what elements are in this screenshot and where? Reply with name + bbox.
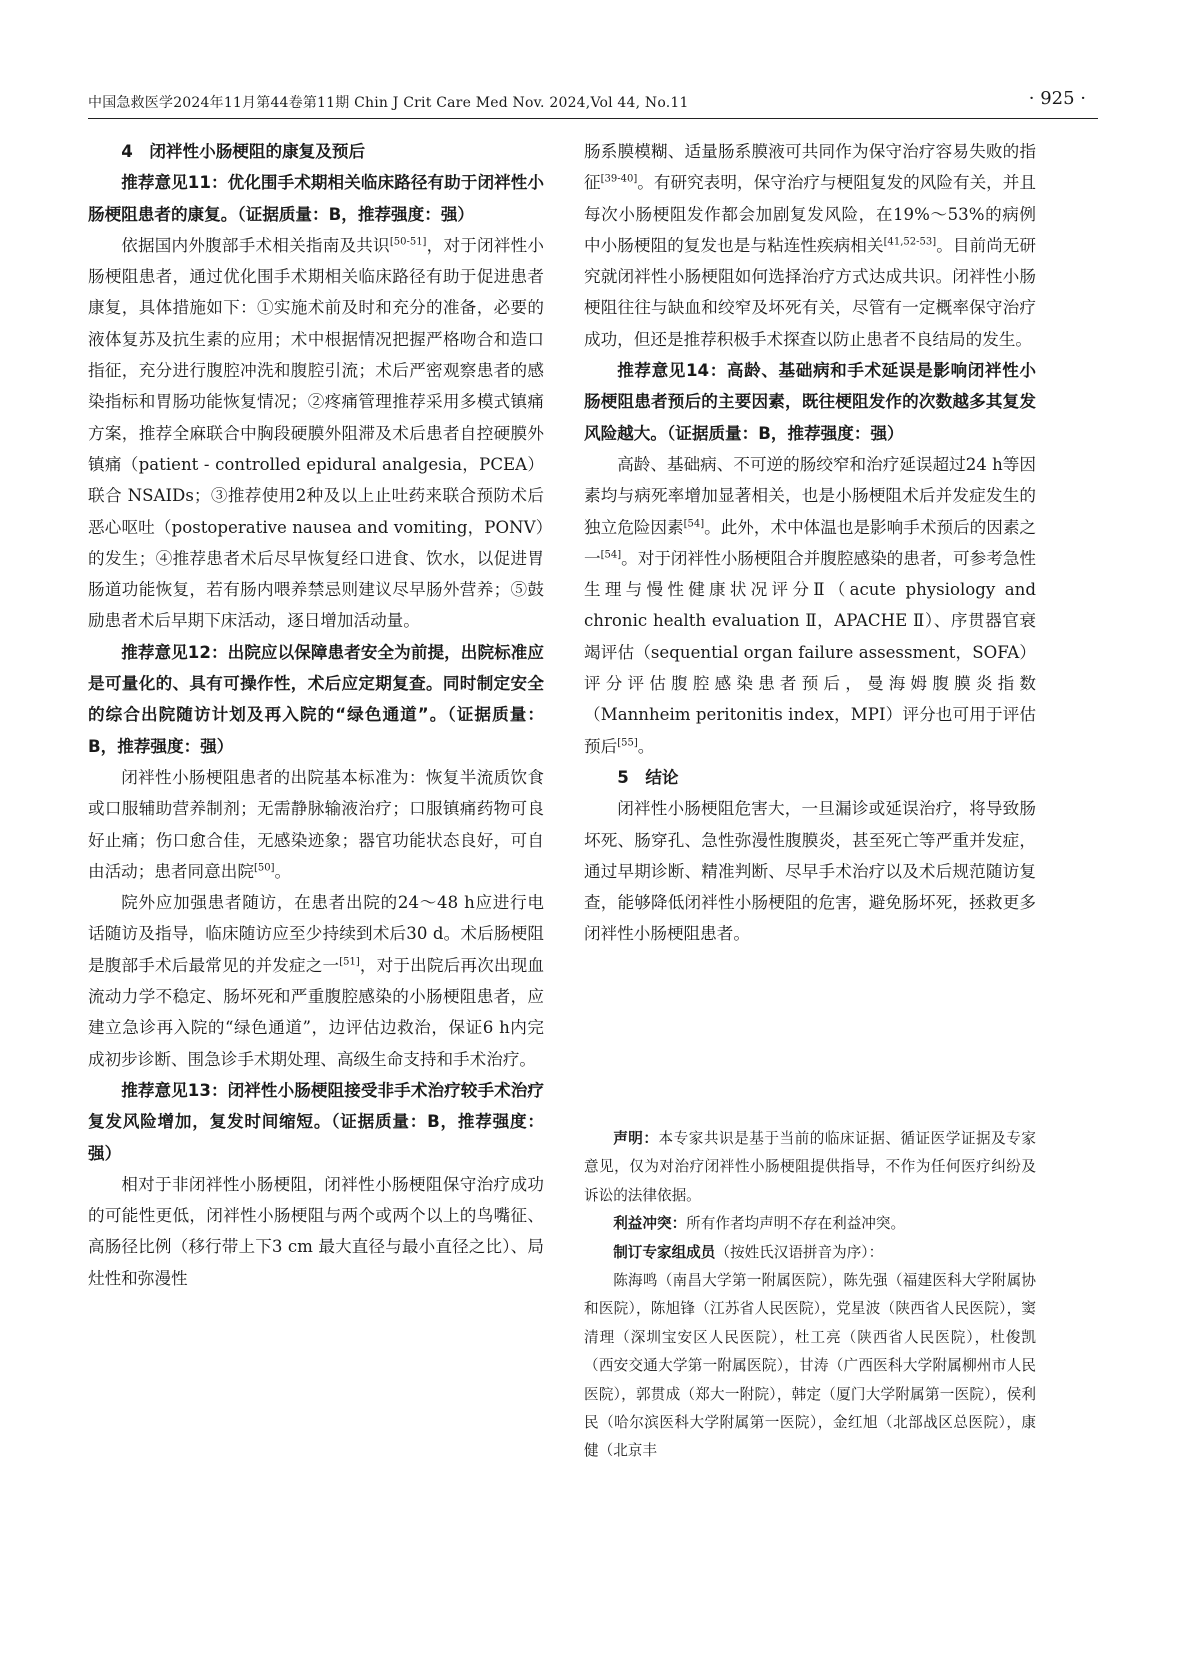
paragraph: 高龄、基础病、不可逆的肠绞窄和治疗延误超过24 h等因素均与病死率增加显著相关，也是小肠梗阻术后并发症发生的独立危险因素[54]。此外，术中体温也是影响手术预后的因素之一[54]。对于闭袢性小肠梗阻合并腹腔感染的患者，可参考急性生理与慢性健康状况评分Ⅱ（acute physiology and chronic health evaluation Ⅱ，APACHE Ⅱ）、序贯器官衰竭评估（sequential organ failure assessment，SOFA）评分评估腹腔感染患者预后，曼海姆腹膜炎指数（Mannheim peritonitis index，MPI）评分也可用于评估预后[55]。 <box>584 454 1037 756</box>
paragraph: 肠系膜模糊、适量肠系膜液可共同作为保守治疗容易失败的指征[39-40]。有研究表明，保守治疗与梗阻复发的风险有关，并且每次小肠梗阻发作都会加剧复发风险，在19%～53%的病例中小肠梗阻的复发也是与粘连性疾病相关[41,52-53]。目前尚无研究就闭袢性小肠梗阻如何选择治疗方式达成共识。闭袢性小肠梗阻往往与缺血和绞窄及坏死有关，尽管有一定概率保守治疗成功，但还是推荐积极手术探查以防止患者不良结局的发生。 <box>584 142 1037 349</box>
right-column <box>584 136 1036 950</box>
statement: 声明：本专家共识是基于当前的临床证据、循证医学证据及专家意见，仅为对治疗闭袢性小肠梗阻提供指导，不作为任何医疗纠纷及诉讼的法律依据。 <box>584 1130 1036 1204</box>
recommendation-13: 推荐意见13：闭袢性小肠梗阻接受非手术治疗较手术治疗复发风险增加，复发时间缩短。（证据质量：B，推荐强度：强） <box>88 1080 544 1163</box>
citation[interactable]: [50] <box>253 862 275 874</box>
expert-list: 陈海鸣（南昌大学第一附属医院），陈先强（福建医科大学附属协和医院），陈旭锋（江苏省人民医院），党星波（陕西省人民医院），窦清理（深圳宝安区人民医院），杜工亮（陕西省人民医院），杜俊凯（西安交通大学第一附属医院），甘涛（广西医科大学附属柳州市人民医院），郭贯成（郑大一附院），韩定（厦门大学附属第一医院），侯利民（哈尔滨医科大学附属第一医院），金红旭（北部战区总医院），康健（北京丰 <box>584 1272 1036 1460</box>
citation[interactable]: [39-40] <box>600 173 638 185</box>
journal-citation: 中国急救医学2024年11月第44卷第11期 Chin J Crit Care Med Nov. 2024,Vol 44, No.11 <box>88 95 689 111</box>
running-header <box>88 88 1098 119</box>
expert-group-heading: 制订专家组成员（按姓氏汉语拼音为序）： <box>613 1243 884 1261</box>
citation[interactable]: [41,52-53] <box>883 236 937 248</box>
citation[interactable]: [54] <box>683 518 705 530</box>
page-number: · 925 · <box>1028 88 1086 109</box>
citation[interactable]: [55] <box>617 737 638 749</box>
section-heading-4: 4 闭袢性小肠梗阻的康复及预后 <box>121 142 366 161</box>
conflict-of-interest: 利益冲突：所有作者均声明不存在利益冲突。 <box>613 1215 906 1233</box>
paragraph: 闭袢性小肠梗阻危害大，一旦漏诊或延误治疗，将导致肠坏死、肠穿孔、急性弥漫性腹膜炎，甚至死亡等严重并发症，通过早期诊断、精准判断、尽早手术治疗以及术后规范随访复查，能够降低闭袢性小肠梗阻的危害，避免肠坏死，拯救更多闭袢性小肠梗阻患者。 <box>584 799 1036 944</box>
citation[interactable]: [51] <box>339 956 360 968</box>
citation[interactable]: [50-51] <box>389 236 427 248</box>
left-column <box>88 136 544 1294</box>
section-heading-5: 5 结论 <box>617 767 679 787</box>
recommendation-11: 推荐意见11：优化围手术期相关临床路径有助于闭袢性小肠梗阻患者的康复。（证据质量：B，推荐强度：强） <box>88 173 544 224</box>
paragraph: 依据国内外腹部手术相关指南及共识[50-51]，对于闭袢性小肠梗阻患者，通过优化围手术期相关临床路径有助于促进患者康复，具体措施如下：①实施术前及时和充分的准备，必要的液体复苏及抗生素的应用；术中根据情况把握严格吻合和造口指征，充分进行腹腔冲洗和腹腔引流；术后严密观察患者的感染指标和胃肠功能恢复情况；②疼痛管理推荐采用多模式镇痛方案，推荐全麻联合中胸段硬膜外阻滞及术后患者自控硬膜外镇痛（patient - controlled epidural analgesia，PCEA）联合 NSAIDs；③推荐使用2种及以上止吐药来联合预防术后恶心呕吐（postoperative nausea and vomiting，PONV）的发生；④推荐患者术后尽早恢复经口进食、饮水，以促进胃肠道功能恢复，若有肠内喂养禁忌则建议尽早肠外营养；⑤鼓励患者术后早期下床活动，逐日增加活动量。 <box>88 235 544 631</box>
end-notes <box>584 1125 1036 1466</box>
paragraph: 院外应加强患者随访，在患者出院的24～48 h应进行电话随访及指导，临床随访应至少持续到术后30 d。术后肠梗阻是腹部手术后最常见的并发症之一[51]，对于出院后再次出现血流动力学不稳定、肠坏死和严重腹腔感染的小肠梗阻患者，应建立急诊再入院的“绿色通道”，边评估边救治，保证6 h内完成初步诊断、围急诊手术期处理、高级生命支持和手术治疗。 <box>88 893 545 1069</box>
paragraph: 相对于非闭袢性小肠梗阻，闭袢性小肠梗阻保守治疗成功的可能性更低，闭袢性小肠梗阻与两个或两个以上的鸟嘴征、高肠径比例（移行带上下3 cm 最大直径与最小直径之比）、局灶性和弥漫性 <box>88 1174 544 1288</box>
recommendation-14: 推荐意见14：高龄、基础病和手术延误是影响闭袢性小肠梗阻患者预后的主要因素，既往梗阻发作的次数越多其复发风险越大。（证据质量：B，推荐强度：强） <box>584 361 1036 443</box>
recommendation-12: 推荐意见12：出院应以保障患者安全为前提，出院标准应是可量化的、具有可操作性，术后应定期复查。同时制定安全的综合出院随访计划及再入院的“绿色通道”。（证据质量：B，推荐强度：强） <box>88 642 544 756</box>
citation[interactable]: [54] <box>600 549 622 561</box>
paragraph: 闭袢性小肠梗阻患者的出院基本标准为：恢复半流质饮食或口服辅助营养制剂；无需静脉输液治疗；口服镇痛药物可良好止痛；伤口愈合佳，无感染迹象；器官功能状态良好，可自由活动；患者同意出院[50]。 <box>88 767 544 881</box>
